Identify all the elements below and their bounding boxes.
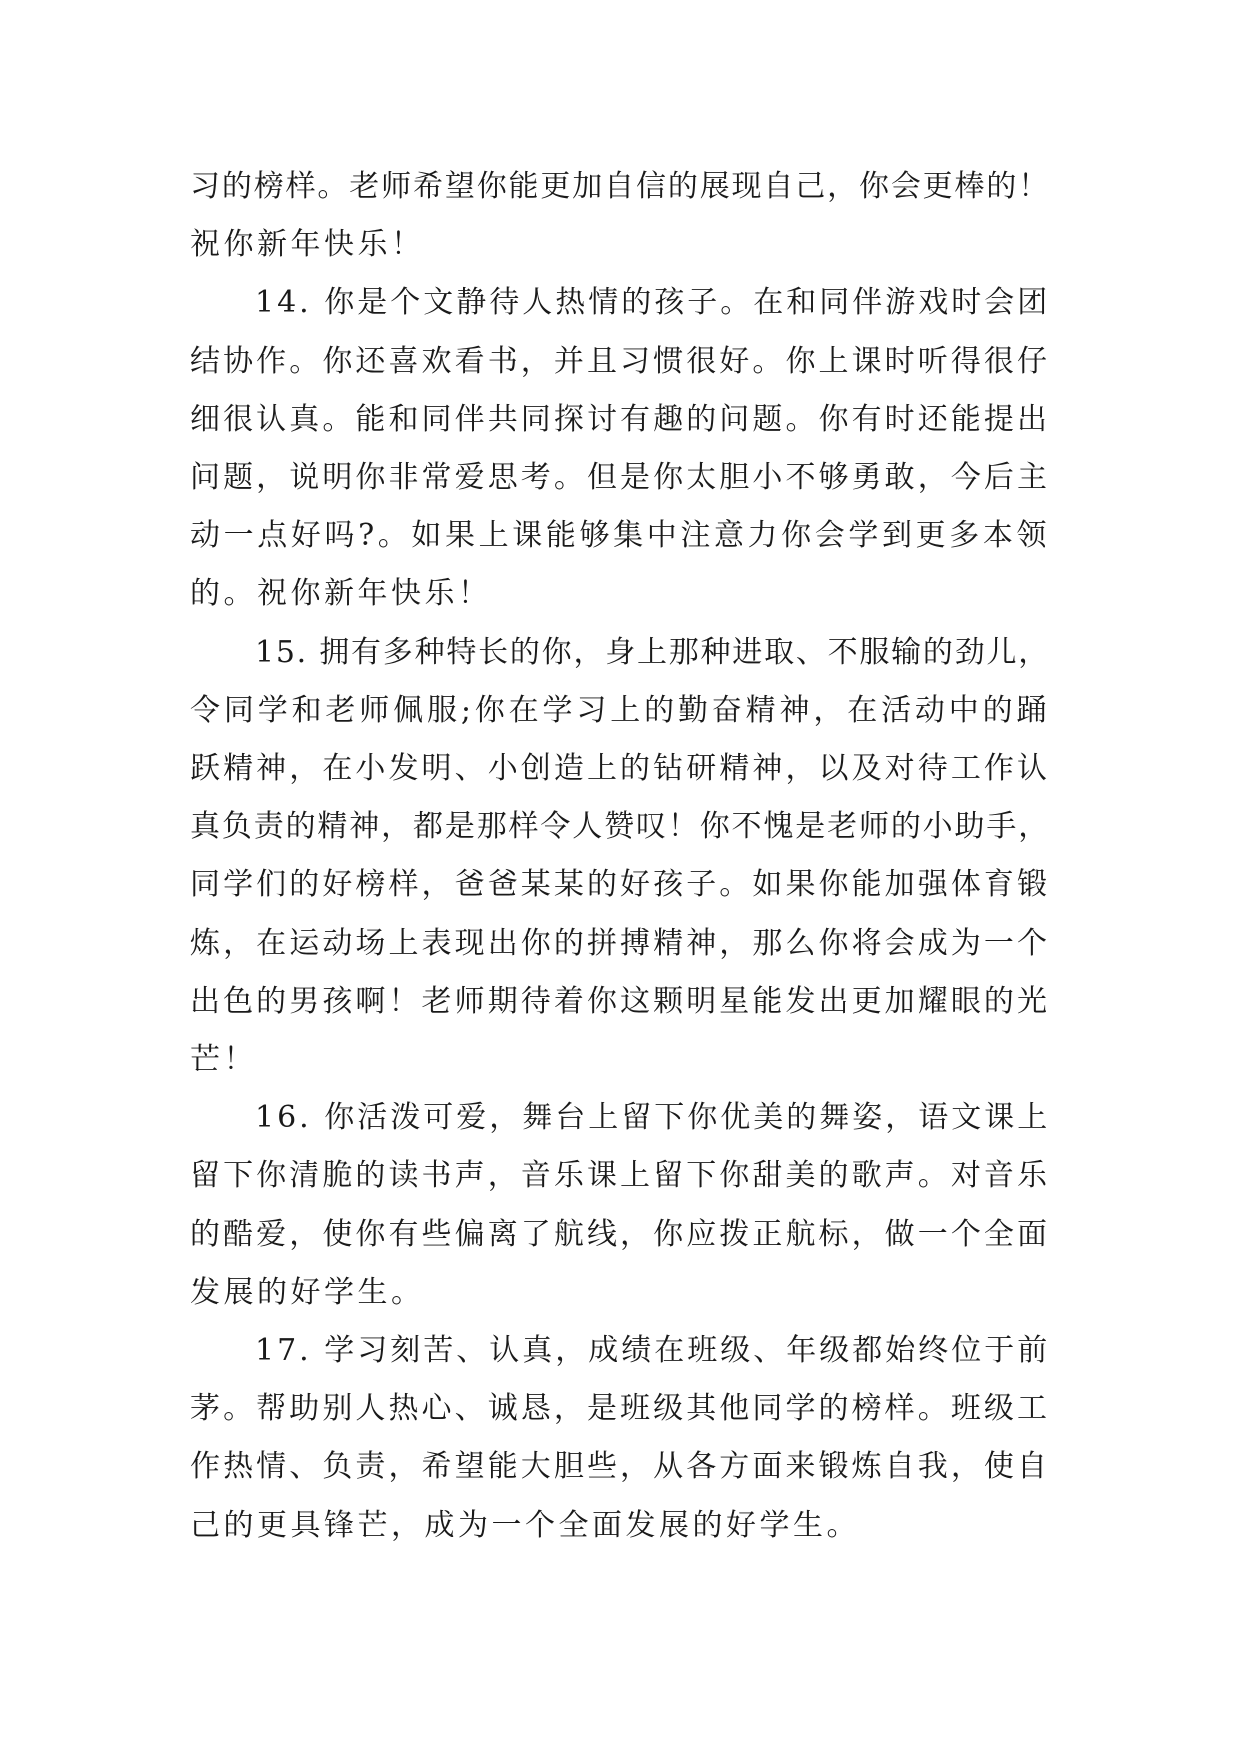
text-line: 出色的男孩啊！老师期待着你这颗明星能发出更加耀眼的光 [190, 983, 1050, 1019]
paragraph-comment-17 [190, 1322, 1050, 1555]
text-line: 动一点好吗?。如果上课能够集中注意力你会学到更多本领 [190, 518, 1050, 554]
text-line: 17. 学习刻苦、认真，成绩在班级、年级都始终位于前 [255, 1333, 1051, 1369]
text-line: 14. 你是个文静待人热情的孩子。在和同伴游戏时会团 [255, 285, 1051, 321]
text-line: 祝你新年快乐！ [190, 227, 425, 263]
paragraph-continuation [190, 158, 1050, 274]
text-line: 同学们的好榜样，爸爸某某的好孩子。如果你能加强体育锻 [190, 867, 1050, 903]
paragraph-comment-15 [190, 624, 1050, 1090]
text-line: 炼，在运动场上表现出你的拼搏精神，那么你将会成为一个 [190, 925, 1050, 961]
text-line: 发展的好学生。 [190, 1274, 425, 1310]
paragraph-comment-14 [190, 274, 1050, 623]
text-line: 的酷爱，使你有些偏离了航线，你应拨正航标，做一个全面 [190, 1216, 1050, 1252]
paragraph-comment-16 [190, 1089, 1050, 1322]
text-line: 的。祝你新年快乐！ [190, 576, 492, 612]
text-line: 结协作。你还喜欢看书，并且习惯很好。你上课时听得很仔 [190, 343, 1050, 379]
text-line: 16. 你活泼可爱，舞台上留下你优美的舞姿，语文课上 [255, 1100, 1051, 1136]
text-line: 己的更具锋芒，成为一个全面发展的好学生。 [190, 1507, 860, 1543]
text-line: 问题，说明你非常爱思考。但是你太胆小不够勇敢，今后主 [190, 460, 1050, 496]
text-line: 留下你清脆的读书声，音乐课上留下你甜美的歌声。对音乐 [190, 1158, 1050, 1194]
text-line: 真负责的精神，都是那样令人赞叹！你不愧是老师的小助手， [190, 809, 1050, 845]
text-line: 跃精神，在小发明、小创造上的钻研精神，以及对待工作认 [190, 751, 1050, 787]
text-line: 细很认真。能和同伴共同探讨有趣的问题。你有时还能提出 [190, 401, 1050, 437]
text-line: 习的榜样。老师希望你能更加自信的展现自己，你会更棒的！ [190, 169, 1050, 204]
document-body [190, 158, 1050, 1555]
text-line: 作热情、负责，希望能大胆些，从各方面来锻炼自我，使自 [190, 1449, 1050, 1485]
text-line: 芒！ [190, 1042, 257, 1078]
text-line: 15. 拥有多种特长的你，身上那种进取、不服输的劲儿， [255, 634, 1050, 670]
text-line: 茅。帮助别人热心、诚恳，是班级其他同学的榜样。班级工 [190, 1391, 1050, 1427]
text-line: 令同学和老师佩服;你在学习上的勤奋精神，在活动中的踊 [190, 692, 1050, 728]
